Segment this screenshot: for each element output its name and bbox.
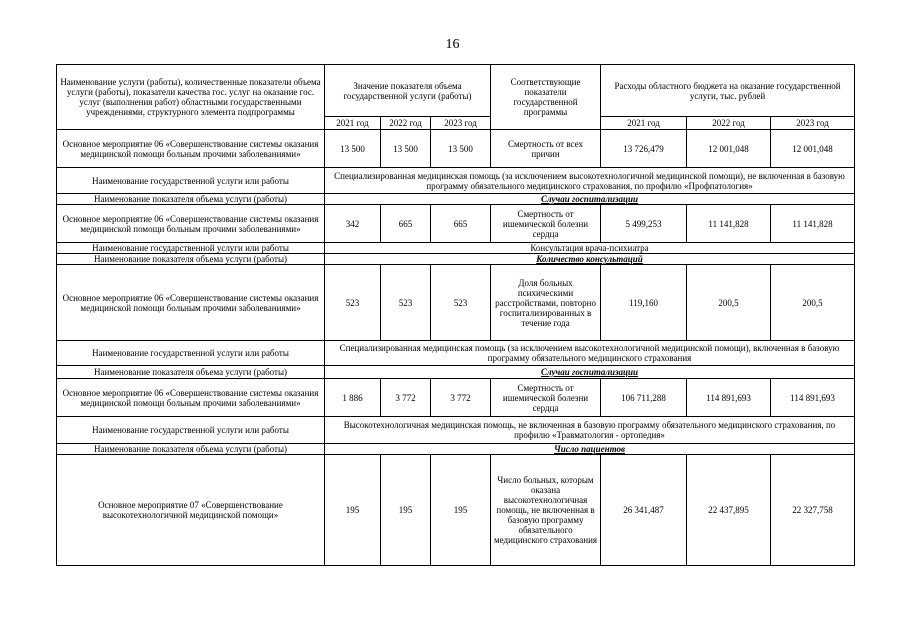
- service-value: Специализированная медицинская помощь (за исключением высокотехнологичной медицинской помощи), включенная в базовую программу обязательного медицинского страхования: [325, 341, 855, 366]
- volume-2021: 195: [325, 455, 381, 566]
- table-row: [57, 379, 855, 417]
- header-row: [57, 65, 855, 117]
- volume-2023: 195: [431, 455, 491, 566]
- indicator-value: Случаи госпитализации: [325, 366, 855, 379]
- indicator-row: [57, 254, 855, 265]
- exp-year-2022: 2022 год: [687, 117, 771, 130]
- volume-2021: 1 886: [325, 379, 381, 417]
- service-value: Высокотехнологичная медицинская помощь, не включенная в базовую программу обязательного медицинского страхования, по профилю «Травматология - ортопедия»: [325, 417, 855, 444]
- indicator-label: Наименование показателя объема услуги (работы): [57, 444, 325, 455]
- volume-2021: 13 500: [325, 130, 381, 168]
- row-indicator: Доля больных психическими расстройствами, повторно госпитализированных в течение года: [491, 265, 601, 341]
- expense-2021: 13 726,479: [601, 130, 687, 168]
- table-row: [57, 265, 855, 341]
- expense-2021: 106 711,288: [601, 379, 687, 417]
- table-row: [57, 130, 855, 168]
- expense-2023: 200,5: [771, 265, 855, 341]
- table-row: [57, 455, 855, 566]
- expense-2022: 114 891,693: [687, 379, 771, 417]
- expense-2022: 11 141,828: [687, 205, 771, 243]
- expense-2023: 22 327,758: [771, 455, 855, 566]
- volume-2023: 665: [431, 205, 491, 243]
- service-row: [57, 341, 855, 366]
- expense-2021: 119,160: [601, 265, 687, 341]
- header-expenses: Расходы областного бюджета на оказание государственной услуги, тыс. рублей: [601, 65, 855, 117]
- expense-2022: 12 001,048: [687, 130, 771, 168]
- expense-2023: 114 891,693: [771, 379, 855, 417]
- indicator-label: Наименование показателя объема услуги (работы): [57, 366, 325, 379]
- year-2022: 2022 год: [381, 117, 431, 130]
- service-label: Наименование государственной услуги или работы: [57, 341, 325, 366]
- volume-2021: 342: [325, 205, 381, 243]
- expense-2022: 200,5: [687, 265, 771, 341]
- volume-2023: 13 500: [431, 130, 491, 168]
- row-name: Основное мероприятие 06 «Совершенствование системы оказания медицинской помощи больным прочими заболеваниями»: [57, 205, 325, 243]
- header-match: Соответствующие показатели государственной программы: [491, 65, 601, 130]
- header-name: Наименование услуги (работы), количественные показатели объема услуги (работы), показатели качества гос. услуг на оказание гос. услуг (выполнения работ) областными государственными учреждениями, структурного элемента подпрограммы: [57, 65, 325, 130]
- row-indicator: Смертность от всех причин: [491, 130, 601, 168]
- expense-2021: 5 499,253: [601, 205, 687, 243]
- service-row: [57, 168, 855, 194]
- volume-2022: 3 772: [381, 379, 431, 417]
- volume-2022: 195: [381, 455, 431, 566]
- service-value: Специализированная медицинская помощь (за исключением высокотехнологичной медицинской помощи), не включенная в базовую программу обязательного медицинского страхования, по профилю «Профпатология»: [325, 168, 855, 194]
- row-indicator: Смертность от ишемической болезни сердца: [491, 379, 601, 417]
- services-table: [56, 64, 855, 566]
- volume-2023: 523: [431, 265, 491, 341]
- indicator-value: Случаи госпитализации: [325, 194, 855, 205]
- service-label: Наименование государственной услуги или работы: [57, 168, 325, 194]
- indicator-label: Наименование показателя объема услуги (работы): [57, 194, 325, 205]
- row-indicator: Число больных, которым оказана высокотехнологичная помощь, не включенная в базовую программу обязательного медицинского страхования: [491, 455, 601, 566]
- year-2021: 2021 год: [325, 117, 381, 130]
- expense-2023: 12 001,048: [771, 130, 855, 168]
- service-label: Наименование государственной услуги или работы: [57, 417, 325, 444]
- volume-2022: 523: [381, 265, 431, 341]
- indicator-value: Число пациентов: [325, 444, 855, 455]
- year-2023: 2023 год: [431, 117, 491, 130]
- volume-2022: 665: [381, 205, 431, 243]
- page-number: 16: [445, 37, 460, 52]
- row-name: Основное мероприятие 06 «Совершенствование системы оказания медицинской помощи больным прочими заболеваниями»: [57, 130, 325, 168]
- exp-year-2021: 2021 год: [601, 117, 687, 130]
- row-name: Основное мероприятие 06 «Совершенствование системы оказания медицинской помощи больным прочими заболеваниями»: [57, 379, 325, 417]
- header-volume: Значение показателя объема государственной услуги (работы): [325, 65, 491, 117]
- volume-2023: 3 772: [431, 379, 491, 417]
- service-row: [57, 243, 855, 254]
- expense-2023: 11 141,828: [771, 205, 855, 243]
- service-row: [57, 417, 855, 444]
- expense-2022: 22 437,895: [687, 455, 771, 566]
- volume-2021: 523: [325, 265, 381, 341]
- volume-2022: 13 500: [381, 130, 431, 168]
- row-name: Основное мероприятие 07 «Совершенствование высокотехнологичной медицинской помощи»: [57, 455, 325, 566]
- indicator-row: [57, 366, 855, 379]
- indicator-label: Наименование показателя объема услуги (работы): [57, 254, 325, 265]
- row-indicator: Смертность от ишемической болезни сердца: [491, 205, 601, 243]
- indicator-row: [57, 444, 855, 455]
- indicator-row: [57, 194, 855, 205]
- row-name: Основное мероприятие 06 «Совершенствование системы оказания медицинской помощи больным прочими заболеваниями»: [57, 265, 325, 341]
- indicator-value: Количество консультаций: [325, 254, 855, 265]
- table-row: [57, 205, 855, 243]
- exp-year-2023: 2023 год: [771, 117, 855, 130]
- expense-2021: 26 341,487: [601, 455, 687, 566]
- service-label: Наименование государственной услуги или работы: [57, 243, 325, 254]
- service-value: Консультация врача-психиатра: [325, 243, 855, 254]
